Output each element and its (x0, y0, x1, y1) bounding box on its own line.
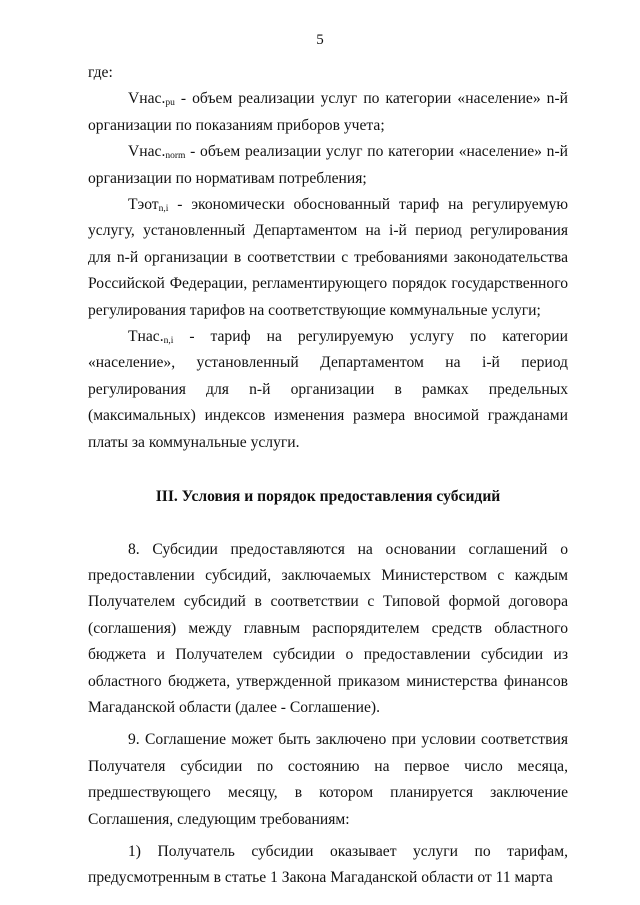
section-heading: III. Условия и порядок предоставления субсидий (155, 488, 501, 506)
definition-vnas-pu (88, 86, 568, 139)
paragraph-8: 8. Субсидии предоставляются на основании соглашений о предоставлении субсидий, заключаемых Министерством с каждым Получателем субсидий в соответствии с Типовой формой договора (соглашения) между главным распорядителем средств областного бюджета и Получателем субсидии о предоставлении субсидии из областного бюджета, утвержденной приказом министерства финансов Магаданской области (далее - Соглашение). (88, 540, 568, 716)
definition-symbol: Тэот (128, 196, 159, 214)
definition-subscript: n,i (158, 204, 169, 215)
definition-subscript: n,i (163, 336, 174, 347)
definition-text: - тариф на регулируемую услугу по категории «население», установленный Департаментом на i-й период регулирования для n-й организации в рамках предельных (максимальных) индексов изменения размера вносимой гражданами платы за коммунальные услуги. (88, 328, 568, 451)
definition-symbol: Vнас. (128, 90, 166, 108)
definition-text: - объем реализации услуг по категории «население» n-й организации по показаниям приборов учета; (88, 90, 568, 134)
definition-teot (88, 192, 568, 324)
paragraph-9: 9. Соглашение может быть заключено при условии соответствия Получателя субсидии по состоянию на первое число месяца, предшествующего месяцу, в котором планируется заключение Соглашения, следующим требованиям: (88, 731, 568, 828)
where-intro: где: (88, 64, 113, 81)
definition-subscript: pu (165, 98, 175, 109)
definition-text: - экономически обоснованный тариф на регулируемую услугу, установленный Департаментом на i-й период регулирования для n-й организации в соответствии с требованиями законодательства Российской Федерации, регламентирующего порядок государственного регулирования тарифов на соответствующие коммунальные услуги; (88, 196, 568, 319)
paragraph-9-item-1: 1) Получатель субсидии оказывает услуги по тарифам, предусмотренным в статье 1 Закона Магаданской области от 11 марта (88, 842, 568, 887)
definition-symbol: Тнас. (128, 328, 164, 346)
definition-subscript: norm (165, 151, 186, 162)
document-body (88, 60, 568, 892)
definition-tnas (88, 324, 568, 456)
page-number: 5 (316, 32, 324, 48)
definition-text: - объем реализации услуг по категории «население» n-й организации по нормативам потребления; (88, 143, 568, 187)
definition-symbol: Vнас. (128, 143, 166, 161)
definition-vnas-norm (88, 139, 568, 192)
